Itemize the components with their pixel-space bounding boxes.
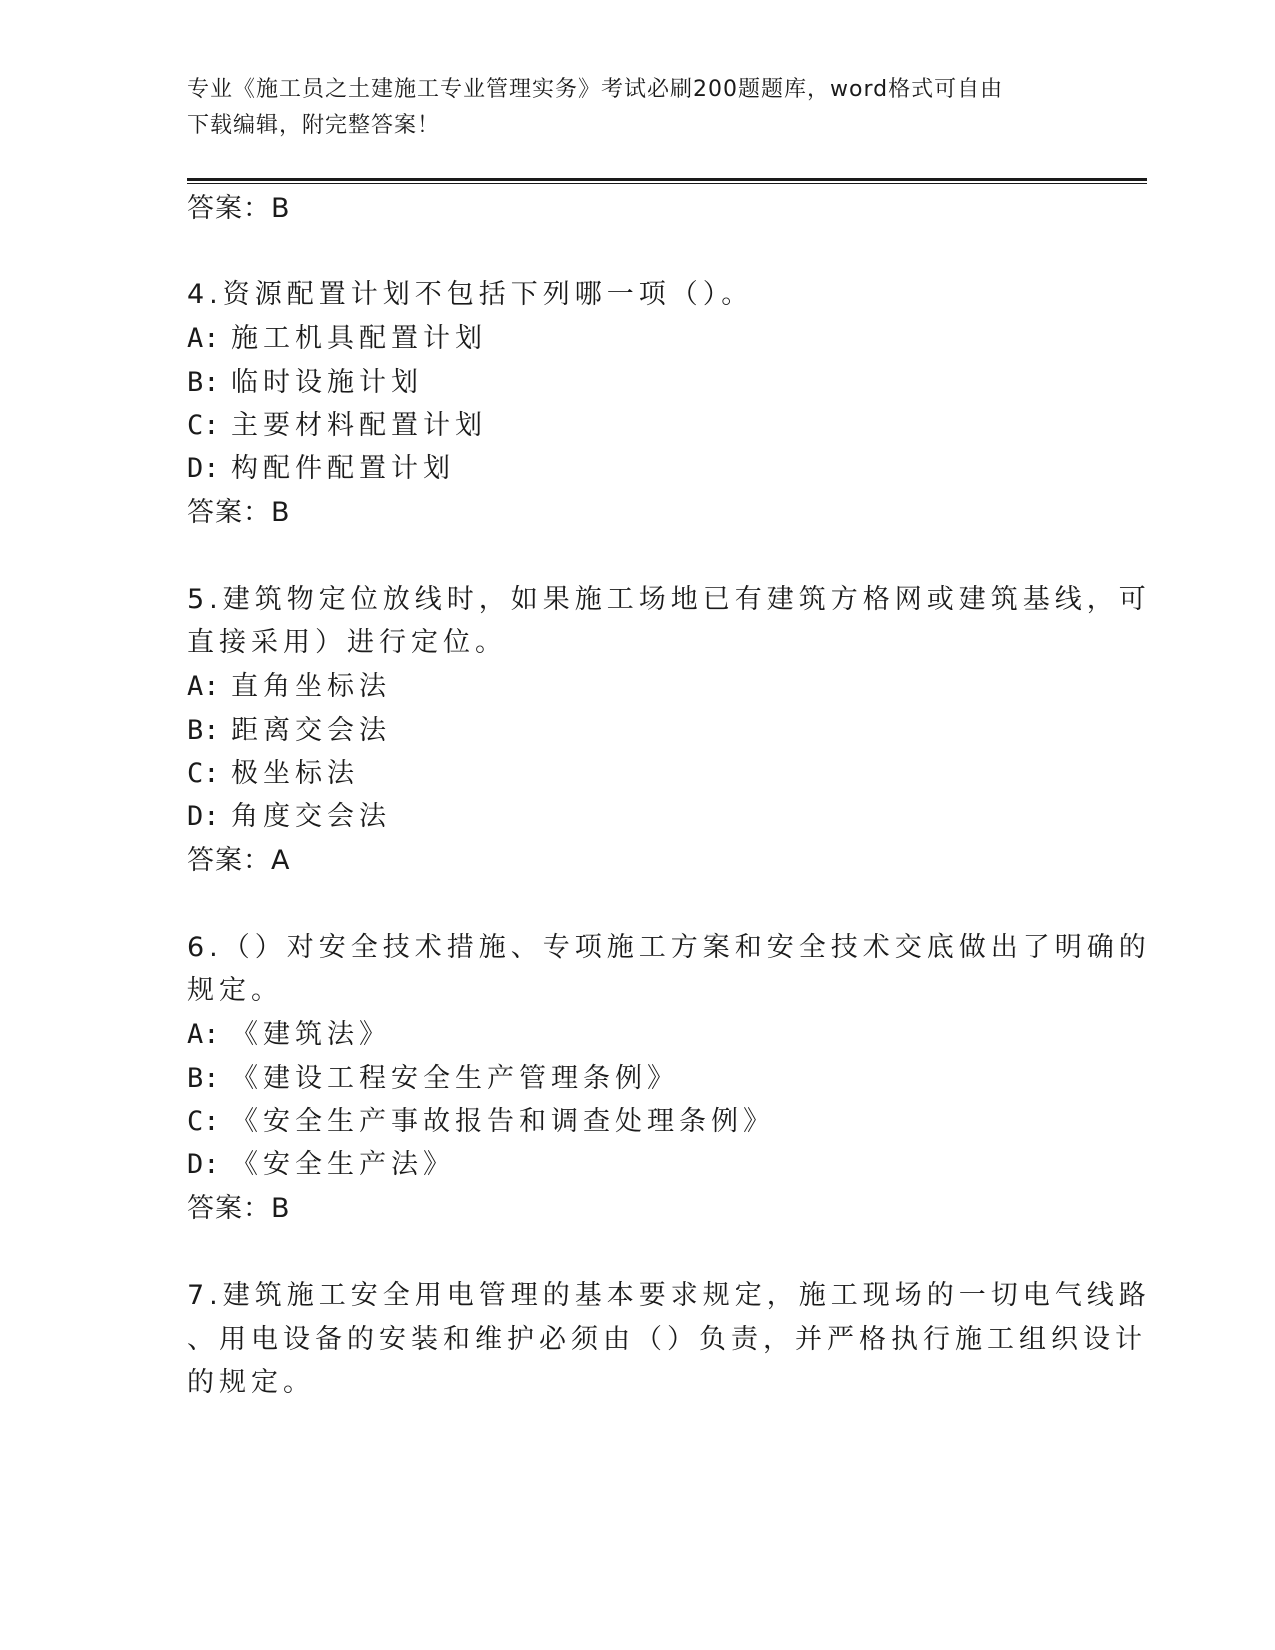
question-4-option-b [187,360,423,399]
option-tag: A: [187,323,220,354]
option-tag: C: [187,410,220,441]
option-tag: D: [187,801,220,832]
answer-value: A [271,845,291,876]
question-4-option-a [187,316,487,355]
option-tag: C: [187,758,220,789]
question-5-line-1: 5.建筑物定位放线时，如果施工场地已有建筑方格网或建筑基线，可 [187,584,1151,615]
option-text: 施工机具配置计划 [231,323,487,354]
answer-value: B [271,193,291,224]
option-tag: B: [187,1063,220,1094]
option-text: 角度交会法 [231,801,391,832]
question-7-line-3: 的规定。 [187,1367,315,1398]
answer-value: B [271,1193,291,1224]
option-tag: D: [187,453,220,484]
question-6-option-b [187,1056,679,1095]
question-4-option-d [187,446,455,485]
option-text: 距离交会法 [231,715,391,746]
option-text: 构配件配置计划 [231,453,455,484]
question-7-line-2: 、用电设备的安装和维护必须由（）负责，并严格执行施工组织设计 [187,1324,1147,1355]
answer-value: B [271,497,291,528]
option-text: 直角坐标法 [231,671,391,702]
question-5-line-2: 直接采用）进行定位。 [187,627,507,658]
question-4-answer [187,490,291,529]
answer-prefix: 答案： [187,1193,271,1224]
option-text: 《安全生产法》 [231,1149,455,1180]
question-6-line-2: 规定。 [187,975,283,1006]
question-5-option-c [187,751,359,790]
document-header [187,72,1067,144]
option-tag: C: [187,1106,220,1137]
header-divider-thin [187,183,1147,184]
answer-line [187,186,291,225]
answer-prefix: 答案： [187,845,271,876]
question-7-line-1: 7.建筑施工安全用电管理的基本要求规定，施工现场的一切电气线路 [187,1280,1151,1311]
question-6-option-c [187,1099,775,1138]
option-text: 极坐标法 [231,758,359,789]
question-5-option-d [187,794,391,833]
option-tag: A: [187,671,220,702]
option-tag: A: [187,1019,220,1050]
option-tag: B: [187,367,220,398]
question-4-option-c [187,403,487,442]
header-line-2: 下载编辑，附完整答案！ [187,113,441,138]
question-5-answer [187,838,290,877]
answer-prefix: 答案： [187,497,271,528]
header-line-1: 专业《施工员之土建施工专业管理实务》考试必刷200题题库，word格式可自由 [187,77,1004,102]
question-6-line-1: 6.（）对安全技术措施、专项施工方案和安全技术交底做出了明确的 [187,932,1151,963]
question-6-answer [187,1186,291,1225]
answer-prefix: 答案： [187,193,271,224]
question-6-option-a [187,1012,391,1051]
question-4-line-1: 4.资源配置计划不包括下列哪一项（）。 [187,279,754,310]
option-text: 主要材料配置计划 [231,410,487,441]
option-tag: D: [187,1149,220,1180]
option-text: 《安全生产事故报告和调查处理条例》 [231,1106,775,1137]
option-text: 《建筑法》 [231,1019,391,1050]
question-5-option-a [187,664,391,703]
option-text: 临时设施计划 [231,367,423,398]
question-6-option-d [187,1142,455,1181]
question-5-option-b [187,708,391,747]
header-divider-thick [187,178,1147,181]
option-tag: B: [187,715,220,746]
option-text: 《建设工程安全生产管理条例》 [231,1063,679,1094]
